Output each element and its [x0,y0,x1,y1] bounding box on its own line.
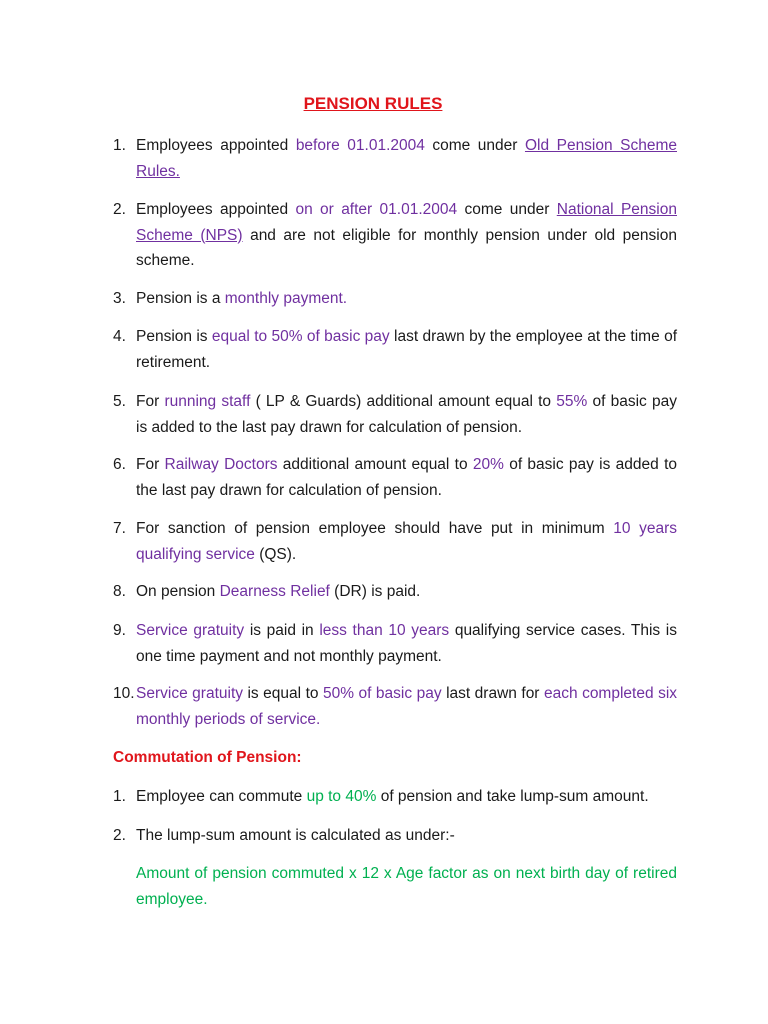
page-title: PENSION RULES [303,94,443,113]
rule-item-number: 8. [113,583,126,600]
highlighted-text: Railway Doctors [164,456,278,473]
highlighted-text: 55% [556,393,588,410]
text-segment: of pension and take lump-sum amount. [376,788,649,805]
text-segment: and are not eligible for monthly pension under old pension scheme. [136,226,677,269]
text-segment: last drawn by the employee at the time of retirement. [136,328,677,371]
text-segment: is paid in [244,622,320,639]
rule-item-text [136,389,677,440]
highlighted-text: Service gratuity [136,622,245,639]
highlighted-text: equal to 50% of basic pay [211,328,390,345]
text-segment: (QS). [254,545,297,563]
rule-item-text [136,452,677,503]
text-segment: last drawn for [441,685,544,702]
text-segment: of basic pay is added to the last pay drawn for calculation of pension. [136,456,677,499]
commutation-item-text [136,784,677,810]
text-segment: (DR) is paid. [329,583,421,600]
lump-sum-formula: Amount of pension commuted x 12 x Age factor as on next birth day of retired employee. [136,865,677,908]
highlighted-text: Service gratuity [136,685,243,702]
text-segment: is equal to [243,685,323,702]
text-segment: The lump-sum amount is calculated as under:- [136,827,455,844]
rule-link-text[interactable]: National Pension Scheme (NPS) [136,201,677,244]
rule-item-text [136,286,677,312]
text-segment: Employee can commute [136,788,307,805]
text-segment: Pension is [136,328,212,345]
commutation-heading: Commutation of Pension: [113,749,302,766]
text-segment: come under [424,137,525,154]
highlighted-text: on or after 01.01.2004 [295,201,458,218]
rule-item-number: 7. [113,520,126,537]
rule-item-text [136,133,677,184]
text-segment: On pension [136,583,220,600]
highlighted-text: up to 40% [306,788,377,805]
text-segment: Employees appointed [136,201,296,218]
rule-item-number: 10. [113,685,135,702]
commutation-item-number: 1. [113,788,126,805]
rule-item-number: 4. [113,328,126,345]
rule-item-text [136,324,677,375]
rule-item-text [136,681,677,732]
rule-item-text [136,579,677,605]
text-segment: For sanction of pension employee should have put in minimum [136,520,614,537]
highlighted-text: 10 years qualifying service [136,520,677,563]
rule-item-number: 5. [113,393,126,410]
text-segment: come under [457,201,557,218]
highlighted-text: Dearness Relief [219,583,330,600]
text-segment: of basic pay is added to the last pay drawn for calculation of pension. [136,393,677,436]
rule-item-number: 6. [113,456,126,473]
text-segment: ( LP & Guards) additional amount equal to [250,393,557,410]
commutation-item-number: 2. [113,827,126,844]
text-segment: For [136,456,165,473]
highlighted-text: less than 10 years [319,622,450,639]
commutation-item-text [136,823,677,849]
text-segment: Pension is a [136,290,225,307]
highlighted-text: monthly payment. [224,290,348,307]
rule-item-number: 9. [113,622,126,639]
highlighted-text: each completed six monthly periods of service. [136,685,678,728]
rule-item-text [136,197,677,274]
rule-item-number: 1. [113,137,126,154]
highlighted-text: running staff [164,393,251,410]
text-segment: For [136,393,165,410]
text-segment: Employees appointed [136,137,296,154]
highlighted-text: 50% of basic pay [323,685,442,702]
rule-item-text [136,516,677,567]
rule-item-number: 2. [113,201,126,218]
text-segment: qualifying service cases. This is one time payment and not monthly payment. [136,622,677,665]
rule-item-number: 3. [113,290,126,307]
highlighted-text: before 01.01.2004 [295,137,425,154]
highlighted-text: 20% [472,456,504,473]
rule-link-text[interactable]: Old Pension Scheme Rules. [136,137,677,180]
rule-item-text [136,618,677,669]
text-segment: additional amount equal to [277,456,473,473]
